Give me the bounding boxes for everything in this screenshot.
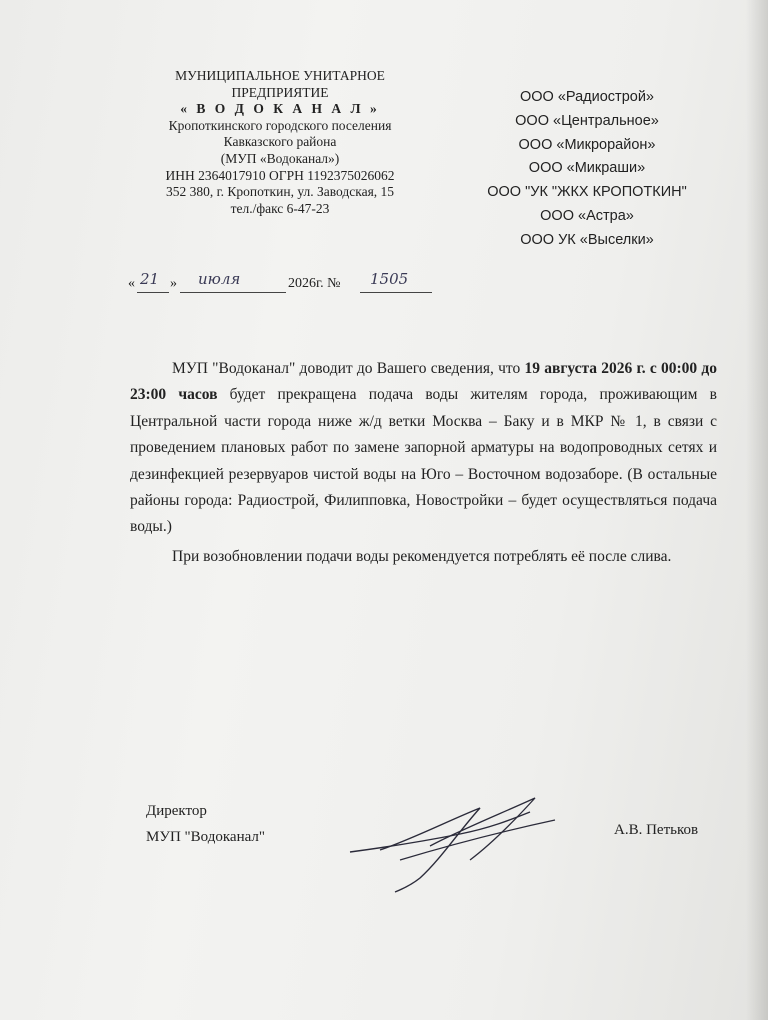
- recipient: ООО «Микрорайон»: [518, 136, 656, 153]
- signer-name: А.В. Петьков: [614, 822, 699, 838]
- letterhead-line-2: ПРЕДПРИЯТИЕ: [231, 84, 329, 100]
- date-year-and-number-label: 2026г. №: [288, 276, 341, 291]
- outage-date-time: 19 августа 2026 г. с 00:00 до 23:00 часов: [130, 360, 718, 404]
- body-text-segment: МУП "Водоканал" доводит до Вашего сведения, что: [172, 360, 525, 377]
- letterhead-address: 352 380, г. Кропоткин, ул. Заводская, 15: [165, 184, 395, 200]
- date-month: июля: [198, 270, 241, 288]
- date-close-quote: »: [170, 276, 177, 291]
- paper-edge-shadow: [746, 0, 768, 1020]
- signer-title-line-2: МУП "Водоканал": [146, 829, 266, 845]
- letterhead: [140, 68, 420, 217]
- number-underline: [360, 292, 432, 293]
- recipient: ООО «Центральное»: [515, 112, 659, 129]
- body-paragraph-1: [130, 356, 717, 541]
- letterhead-line-1: МУНИЦИПАЛЬНОЕ УНИТАРНОЕ: [175, 68, 385, 83]
- letterhead-line-4: Кропоткинского городского поселения: [168, 117, 392, 133]
- letterhead-inn-ogrn: ИНН 2364017910 ОГРН 1192375026062: [165, 167, 395, 183]
- letterhead-line-6: (МУП «Водоканал»): [220, 150, 340, 166]
- recipient: ООО УК «Выселки»: [520, 231, 654, 248]
- recipient: ООО «Астра»: [540, 207, 634, 224]
- organization-name: « В О Д О К А Н А Л »: [180, 101, 380, 117]
- body-paragraph-2: При возобновлении подачи воды рекомендуется потреблять её после слива.: [172, 547, 672, 565]
- date-day: 21: [140, 270, 160, 288]
- recipient: ООО «Радиострой»: [520, 89, 654, 105]
- letter-body: [130, 356, 717, 570]
- letterhead-line-5: Кавказского района: [223, 134, 337, 150]
- day-underline: [137, 292, 169, 293]
- recipient: ООО "УК "ЖКХ КРОПОТКИН": [487, 184, 687, 201]
- body-text-segment: будет прекращена подача воды жителям города, проживающим в Центральной части города ниже ж/д ветки Москва – Баку и в МКР № 1, в связи с проведением плановых работ по замене запорной арматуры на водопроводных сетях и дезинфекцией резервуаров чистой воды на Юго – Восточном водозаборе. (В остальные районы города: Радиострой, Филипповка, Новостройки – будет осуществляться подача воды.): [130, 386, 717, 536]
- date-open-quote: «: [128, 276, 135, 291]
- document-number: 1505: [370, 270, 409, 288]
- month-underline: [180, 292, 286, 293]
- signer-title-line-1: Директор: [146, 803, 207, 819]
- letterhead-phone: тел./факс 6-47-23: [230, 200, 330, 216]
- recipients-list: [462, 86, 712, 253]
- handwritten-signature: [340, 790, 570, 900]
- date-and-number: [128, 272, 448, 296]
- recipient: ООО «Микраши»: [528, 160, 646, 177]
